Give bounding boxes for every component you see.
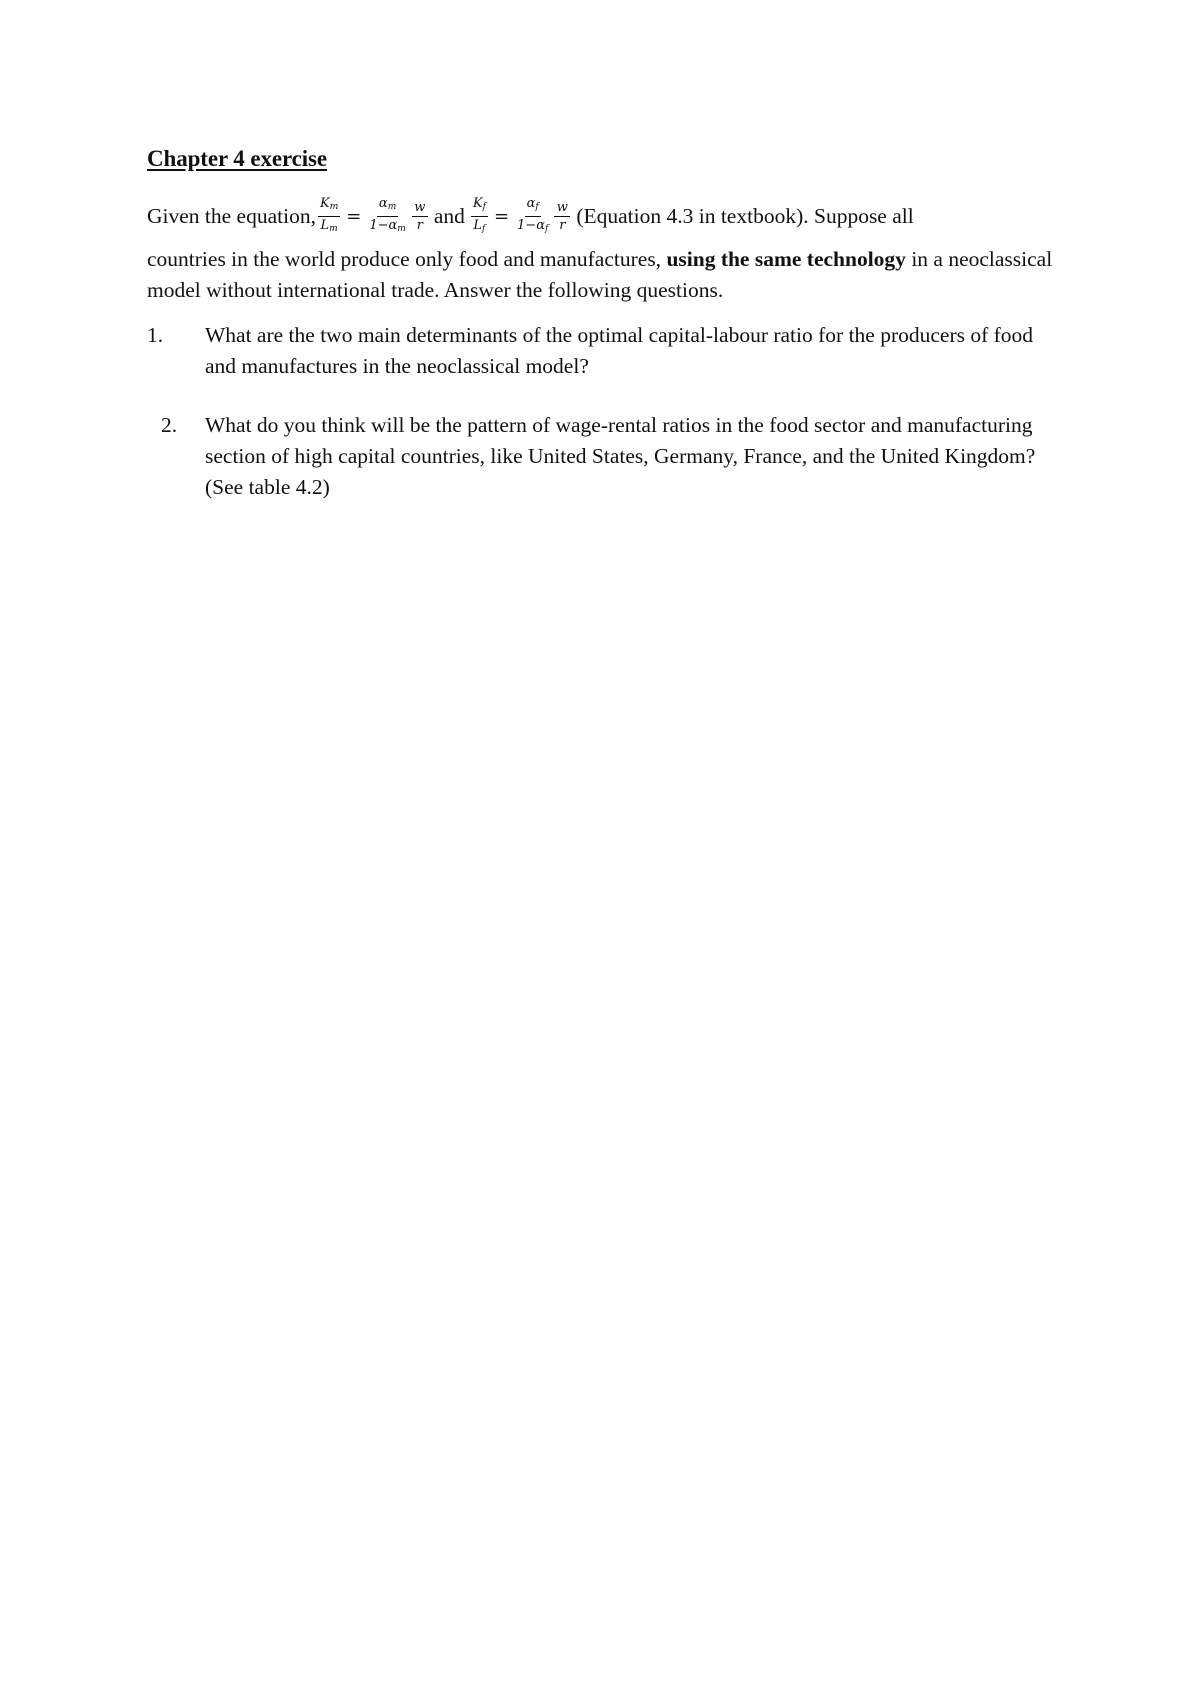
eq2-rhs2-num: w	[554, 200, 570, 217]
intro-lead: Given the equation,	[147, 203, 316, 228]
eq2-equals-sign: =	[493, 205, 510, 227]
eq1-rhs-wage-rental-fraction	[412, 200, 428, 233]
question-1-text: What are the two main determinants of the optimal capital-labour ratio for the producers of food and manufactures in the neoclassical model?	[205, 323, 1034, 378]
eq1-lhs-den: L	[320, 217, 330, 233]
equation-reference: (Equation 4.3 in textbook). Suppose all	[576, 203, 914, 228]
eq1-rhs1-num-sub: m	[387, 201, 397, 212]
eq1-rhs1-den: 1−α	[369, 217, 398, 233]
eq2-lhs-fraction	[471, 196, 488, 237]
question-2-text: What do you think will be the pattern of wage-rental ratios in the food sector and manufacturing section of high capital countries, like United States, Germany, France, and the United Kingdom? (See table 4.2)	[205, 413, 1036, 499]
eq1-rhs1-num: α	[378, 195, 388, 211]
intro-rest-after-bold: in a neoclassical model without international trade. Answer the following questions.	[147, 247, 1053, 302]
eq2-lhs-num-sub: f	[482, 201, 486, 212]
question-1-number: 1.	[147, 323, 164, 347]
eq2-rhs1-num: α	[526, 195, 536, 211]
eq2-rhs1-den-sub: f	[544, 223, 549, 234]
intro-bold-phrase: using the same technology	[666, 247, 906, 271]
eq1-lhs-num: K	[319, 195, 330, 211]
eq2-lhs-den: L	[473, 217, 483, 233]
intro-paragraph	[147, 244, 1057, 306]
and-word: and	[433, 203, 465, 228]
eq1-equals-sign: =	[346, 205, 362, 227]
intro-equation-line	[147, 196, 1057, 236]
question-2-number: 2.	[161, 413, 178, 437]
eq2-rhs1-num-sub: f	[535, 201, 539, 212]
page-title: Chapter 4 exercise	[147, 146, 328, 171]
eq2-lhs-den-sub: f	[482, 223, 486, 234]
eq1-rhs2-den: r	[416, 217, 423, 233]
eq1-rhs2-num: w	[412, 200, 428, 217]
eq2-rhs-wage-rental-fraction	[554, 200, 570, 233]
eq1-rhs1-den-sub: m	[397, 223, 406, 234]
eq2-rhs-alpha-fraction	[515, 196, 550, 237]
eq1-lhs-den-sub: m	[329, 223, 338, 234]
intro-rest-before-bold: countries in the world produce only food and manufactures,	[147, 247, 662, 271]
eq2-rhs1-den: 1−α	[517, 217, 545, 233]
eq1-lhs-num-sub: m	[329, 201, 339, 212]
eq1-lhs-fraction	[318, 196, 340, 237]
eq1-rhs-alpha-fraction	[367, 196, 408, 237]
eq2-lhs-num: K	[472, 195, 483, 211]
eq2-rhs2-den: r	[559, 217, 566, 233]
